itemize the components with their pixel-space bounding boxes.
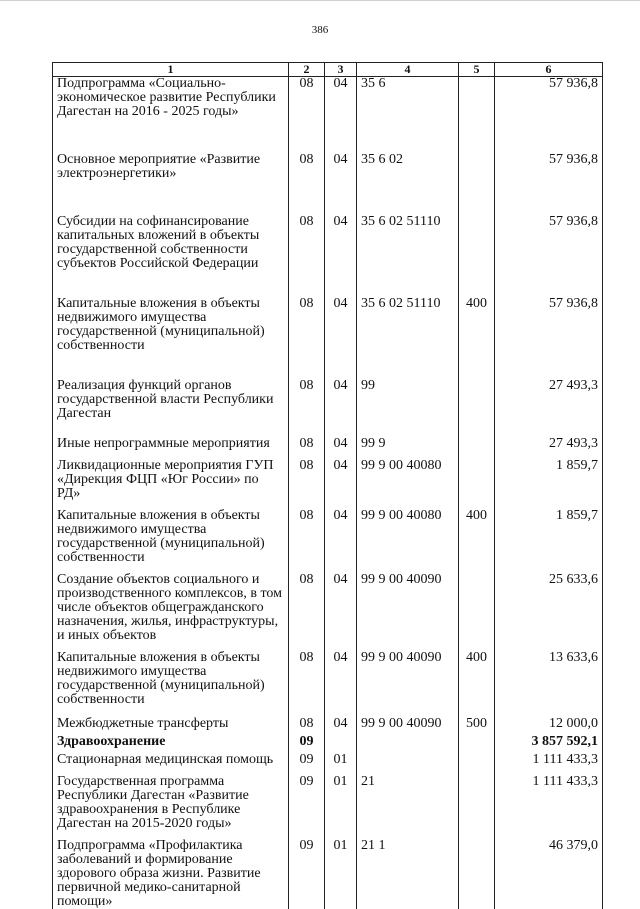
page-number: 386 <box>311 24 329 36</box>
row-expense-type-code <box>459 379 495 421</box>
row-amount: 57 936,8 <box>495 153 603 181</box>
row-amount: 27 493,3 <box>495 437 603 451</box>
spacer-cell <box>53 181 289 215</box>
row-amount: 1 859,7 <box>495 459 603 501</box>
row-name: Создание объектов социального и производственного комплексов, в том числе объектов общегражданского назначения, жилья, инфраструктуры, и иных объектов <box>53 573 289 643</box>
table-row <box>53 573 603 643</box>
row-section-code: 08 <box>289 215 325 271</box>
row-name: Капитальные вложения в объекты недвижимого имущества государственной (муниципальной) собственности <box>53 509 289 565</box>
row-name: Государственная программа Республики Дагестан «Развитие здравоохранения в Республике Дагестан на 2015-2020 годы» <box>53 775 289 831</box>
row-subsection-code: 01 <box>325 839 357 909</box>
row-spacer <box>53 353 603 379</box>
row-amount: 13 633,6 <box>495 651 603 707</box>
row-subsection-code: 04 <box>325 509 357 565</box>
row-subsection-code: 01 <box>325 753 357 767</box>
row-name: Межбюджетные трансферты <box>53 717 289 731</box>
row-expense-type-code <box>459 77 495 120</box>
spacer-cell <box>325 119 357 153</box>
spacer-cell <box>357 181 459 215</box>
row-subsection-code: 04 <box>325 459 357 501</box>
row-name: Реализация функций органов государственной власти Республики Дагестан <box>53 379 289 421</box>
row-amount: 25 633,6 <box>495 573 603 643</box>
row-expense-type-code <box>459 753 495 767</box>
column-header: 5 <box>459 63 495 77</box>
column-header: 6 <box>495 63 603 77</box>
row-target-article-code: 35 6 <box>357 77 459 120</box>
row-expense-type-code: 400 <box>459 651 495 707</box>
row-section-code: 08 <box>289 77 325 120</box>
row-subsection-code: 04 <box>325 717 357 731</box>
column-header: 4 <box>357 63 459 77</box>
row-section-code: 08 <box>289 153 325 181</box>
row-target-article-code: 99 9 00 40090 <box>357 651 459 707</box>
spacer-cell <box>459 271 495 297</box>
row-section-code: 09 <box>289 735 325 749</box>
row-target-article-code: 99 <box>357 379 459 421</box>
row-section-code: 08 <box>289 651 325 707</box>
spacer-cell <box>325 353 357 379</box>
row-section-code: 09 <box>289 775 325 831</box>
spacer-cell <box>325 181 357 215</box>
row-target-article-code: 99 9 00 40080 <box>357 509 459 565</box>
table-row <box>53 437 603 451</box>
row-target-article-code: 21 1 <box>357 839 459 909</box>
row-amount: 3 857 592,1 <box>495 735 603 749</box>
spacer-cell <box>459 119 495 153</box>
table-row <box>53 839 603 909</box>
row-expense-type-code <box>459 437 495 451</box>
row-name: Субсидии на софинансирование капитальных вложений в объекты государственной собственности субъектов Российской Федерации <box>53 215 289 271</box>
row-expense-type-code <box>459 215 495 271</box>
row-expense-type-code <box>459 153 495 181</box>
spacer-cell <box>495 353 603 379</box>
spacer-cell <box>53 119 289 153</box>
spacer-cell <box>459 831 495 839</box>
row-amount: 1 111 433,3 <box>495 775 603 831</box>
row-name: Подпрограмма «Профилактика заболеваний и формирование здорового образа жизни. Развитие первичной медико-санитарной помощи» <box>53 839 289 909</box>
row-expense-type-code: 400 <box>459 509 495 565</box>
row-subsection-code: 04 <box>325 437 357 451</box>
table-row <box>53 509 603 565</box>
spacer-cell <box>495 271 603 297</box>
row-expense-type-code <box>459 775 495 831</box>
spacer-cell <box>289 353 325 379</box>
table-row <box>53 77 603 120</box>
spacer-cell <box>459 451 495 459</box>
row-target-article-code: 99 9 00 40080 <box>357 459 459 501</box>
row-spacer <box>53 119 603 153</box>
row-target-article-code <box>357 735 459 749</box>
row-subsection-code: 04 <box>325 215 357 271</box>
row-section-code: 08 <box>289 297 325 353</box>
row-spacer <box>53 271 603 297</box>
table-row <box>53 753 603 767</box>
column-header: 2 <box>289 63 325 77</box>
row-name: Подпрограмма «Социально-экономическое развитие Республики Дагестан на 2016 - 2025 годы» <box>53 77 289 120</box>
row-expense-type-code <box>459 573 495 643</box>
row-expense-type-code: 400 <box>459 297 495 353</box>
spacer-cell <box>495 421 603 437</box>
row-amount: 12 000,0 <box>495 717 603 731</box>
spacer-cell <box>289 421 325 437</box>
table-row <box>53 775 603 831</box>
spacer-cell <box>495 181 603 215</box>
row-subsection-code: 04 <box>325 573 357 643</box>
row-section-code: 09 <box>289 839 325 909</box>
row-target-article-code: 35 6 02 51110 <box>357 215 459 271</box>
table-row <box>53 379 603 421</box>
spacer-cell <box>357 421 459 437</box>
scan-edge-line <box>0 0 640 1</box>
row-target-article-code <box>357 753 459 767</box>
row-subsection-code <box>325 735 357 749</box>
spacer-cell <box>357 119 459 153</box>
table-row <box>53 153 603 181</box>
spacer-cell <box>495 119 603 153</box>
row-expense-type-code <box>459 459 495 501</box>
table-row <box>53 215 603 271</box>
spacer-cell <box>459 353 495 379</box>
row-expense-type-code <box>459 735 495 749</box>
spacer-cell <box>459 565 495 573</box>
table-row <box>53 459 603 501</box>
spacer-cell <box>289 271 325 297</box>
row-section-code: 08 <box>289 509 325 565</box>
spacer-cell <box>357 353 459 379</box>
column-header: 1 <box>53 63 289 77</box>
row-name: Здравоохранение <box>53 735 289 749</box>
table-row <box>53 735 603 749</box>
row-name: Основное мероприятие «Развитие электроэнергетики» <box>53 153 289 181</box>
row-amount: 1 859,7 <box>495 509 603 565</box>
row-target-article-code: 99 9 <box>357 437 459 451</box>
row-section-code: 08 <box>289 573 325 643</box>
table-row <box>53 651 603 707</box>
row-subsection-code: 04 <box>325 379 357 421</box>
spacer-cell <box>289 119 325 153</box>
row-subsection-code: 04 <box>325 297 357 353</box>
row-section-code: 08 <box>289 717 325 731</box>
spacer-cell <box>53 421 289 437</box>
spacer-cell <box>357 271 459 297</box>
row-spacer <box>53 181 603 215</box>
row-subsection-code: 04 <box>325 651 357 707</box>
spacer-cell <box>459 421 495 437</box>
row-amount: 57 936,8 <box>495 297 603 353</box>
row-section-code: 08 <box>289 379 325 421</box>
spacer-cell <box>53 353 289 379</box>
row-amount: 27 493,3 <box>495 379 603 421</box>
row-subsection-code: 01 <box>325 775 357 831</box>
column-header: 3 <box>325 63 357 77</box>
table-row <box>53 717 603 731</box>
spacer-cell <box>459 767 495 775</box>
row-target-article-code: 35 6 02 <box>357 153 459 181</box>
table-row <box>53 297 603 353</box>
row-section-code: 08 <box>289 437 325 451</box>
row-subsection-code: 04 <box>325 153 357 181</box>
spacer-cell <box>325 271 357 297</box>
spacer-cell <box>53 271 289 297</box>
row-section-code: 08 <box>289 459 325 501</box>
row-target-article-code: 99 9 00 40090 <box>357 717 459 731</box>
spacer-cell <box>459 181 495 215</box>
row-amount: 57 936,8 <box>495 77 603 120</box>
row-name: Ликвидационные мероприятия ГУП «Дирекция ФЦП «Юг России» по РД» <box>53 459 289 501</box>
row-target-article-code: 99 9 00 40090 <box>357 573 459 643</box>
row-name: Иные непрограммные мероприятия <box>53 437 289 451</box>
row-subsection-code: 04 <box>325 77 357 120</box>
row-amount: 57 936,8 <box>495 215 603 271</box>
column-number-header-row <box>53 63 603 77</box>
row-name: Капитальные вложения в объекты недвижимого имущества государственной (муниципальной) собственности <box>53 297 289 353</box>
row-amount: 46 379,0 <box>495 839 603 909</box>
row-target-article-code: 21 <box>357 775 459 831</box>
row-section-code: 09 <box>289 753 325 767</box>
row-spacer <box>53 421 603 437</box>
row-expense-type-code <box>459 839 495 909</box>
row-name: Капитальные вложения в объекты недвижимого имущества государственной (муниципальной) собственности <box>53 651 289 707</box>
budget-table <box>52 62 603 909</box>
row-amount: 1 111 433,3 <box>495 753 603 767</box>
row-name: Стационарная медицинская помощь <box>53 753 289 767</box>
spacer-cell <box>289 181 325 215</box>
row-target-article-code: 35 6 02 51110 <box>357 297 459 353</box>
spacer-cell <box>325 421 357 437</box>
row-expense-type-code: 500 <box>459 717 495 731</box>
